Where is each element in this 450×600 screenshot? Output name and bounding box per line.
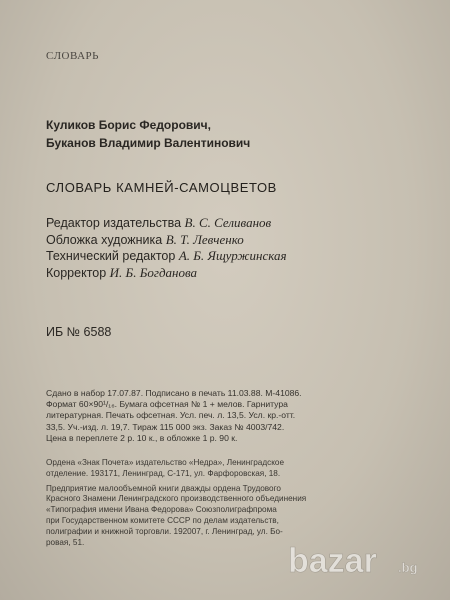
credit-role: Технический редактор xyxy=(46,249,176,263)
credit-role: Корректор xyxy=(46,265,107,280)
book-title: СЛОВАРЬ КАМНЕЙ-САМОЦВЕТОВ xyxy=(46,180,277,195)
imprint-line: полиграфии и книжной торговли. 192007, г. Ленинград, ул. Бо- xyxy=(46,526,283,536)
imprint-line: Предприятие малообъемной книги дважды ордена Трудового xyxy=(46,483,281,493)
publication-line: Цена в переплете 2 р. 10 к., в обложке 1 р. 90 к. xyxy=(46,432,238,443)
credit-name: В. С. Селиванов xyxy=(184,215,272,230)
watermark-suffix: .bg xyxy=(398,560,418,575)
publication-line: 33,5. Уч.-изд. л. 19,7. Тираж 115 000 экз. Заказ № 4003/742. xyxy=(46,421,285,432)
ib-number: ИБ № 6588 xyxy=(46,325,112,339)
publisher-block xyxy=(46,458,416,480)
publication-line: Формат 60×90¹/₁₆. Бумага офсетная № 1 + мелов. Гарнитура xyxy=(46,399,288,410)
watermark-text: bazar xyxy=(288,542,377,580)
imprint-line: отделение. 193171, Ленинград, С-171, ул. Фарфоровская, 18. xyxy=(46,468,281,478)
section-header: СЛОВАРЬ xyxy=(46,50,99,62)
publication-line: литературная. Печать офсетная. Усл. печ. л. 13,5. Усл. кр.-отт. xyxy=(46,410,296,421)
credit-line xyxy=(46,248,287,265)
credit-role: Редактор издательства xyxy=(46,216,182,230)
credit-line xyxy=(46,265,287,282)
publication-line: Сдано в набор 17.07.87. Подписано в печать 11.03.88. М-41086. xyxy=(46,388,302,398)
imprint-line: Красного Знамени Ленинградского производственного объединения xyxy=(46,494,307,504)
credit-name: А. Б. Ящуржинская xyxy=(178,248,287,263)
authors xyxy=(46,116,250,152)
author-line: Буканов Владимир Валентинович xyxy=(46,136,251,150)
credit-name: В. Т. Левченко xyxy=(165,231,244,247)
printer-block xyxy=(46,484,416,549)
imprint-line: при Государственном комитете СССР по делам издательств, xyxy=(46,515,279,525)
bazar-watermark-logo xyxy=(286,540,436,584)
imprint-line: ровая, 51. xyxy=(46,537,85,547)
credit-line xyxy=(46,232,287,249)
credit-name: И. Б. Богданова xyxy=(109,264,198,280)
imprint-line: Ордена «Знак Почета» издательство «Недра», Ленинградское xyxy=(46,458,285,467)
credit-role: Обложка художника xyxy=(46,232,163,247)
author-line: Куликов Борис Федорович, xyxy=(46,118,211,132)
credits xyxy=(46,215,287,281)
imprint-organizations xyxy=(46,458,416,552)
imprint-line: «Типография имени Ивана Федорова» Союзполиграфпрома xyxy=(46,505,277,515)
publication-details xyxy=(46,388,411,444)
credit-line xyxy=(46,215,287,232)
